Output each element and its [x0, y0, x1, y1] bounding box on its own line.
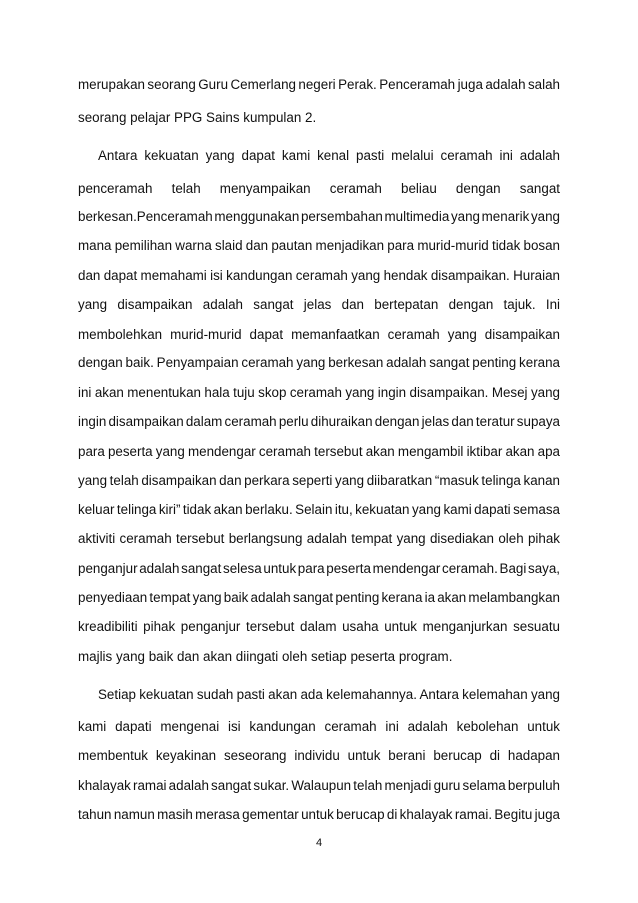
- text-line: merupakan seorang Guru Cemerlang negeri Perak. Penceramah juga adalah salah: [78, 77, 560, 92]
- text-line: kreadibiliti pihak penganjur tersebut dalam usaha untuk menganjurkan sesuatu: [78, 619, 560, 634]
- text-line: khalayak ramai adalah sangat sukar. Walaupun telah menjadi guru selama berpuluh: [78, 778, 560, 793]
- text-line: berkesan.Penceramah menggunakan persembahan multimedia yang menarik yang: [78, 209, 560, 224]
- text-line: kami dapati mengenai isi kandungan ceramah ini adalah kebolehan untuk: [78, 719, 560, 734]
- text-line: para peserta yang mendengar ceramah tersebut akan mengambil iktibar akan apa: [78, 444, 560, 459]
- text-line: Antara kekuatan yang dapat kami kenal pasti melalui ceramah ini adalah: [98, 148, 560, 163]
- text-line: membolehkan murid-murid dapat memanfaatkan ceramah yang disampaikan: [78, 327, 560, 342]
- text-line: seorang pelajar PPG Sains kumpulan 2.: [78, 110, 317, 125]
- text-line: membentuk keyakinan seseorang individu untuk berani berucap di hadapan: [78, 748, 560, 763]
- text-line: Setiap kekuatan sudah pasti akan ada kelemahannya. Antara kelemahan yang: [98, 687, 560, 702]
- text-line: ingin disampaikan dalam ceramah perlu dihuraikan dengan jelas dan teratur supaya: [78, 414, 560, 429]
- page-number: 4: [315, 837, 323, 849]
- text-line: yang telah disampaikan dan perkara seperti yang diibaratkan “masuk telinga kanan: [78, 473, 560, 488]
- text-line: penyediaan tempat yang baik adalah sangat penting kerana ia akan melambangkan: [78, 590, 560, 605]
- text-line: penganjur adalah sangat selesa untuk para peserta mendengar ceramah. Bagi saya,: [78, 561, 560, 576]
- text-line: penceramah telah menyampaikan ceramah beliau dengan sangat: [78, 181, 560, 196]
- text-line: keluar telinga kiri” tidak akan berlaku. Selain itu, kekuatan yang kami dapati semasa: [78, 502, 560, 517]
- text-line: dengan baik. Penyampaian ceramah yang berkesan adalah sangat penting kerana: [78, 355, 560, 370]
- text-line: yang disampaikan adalah sangat jelas dan bertepatan dengan tajuk. Ini: [78, 297, 560, 312]
- text-line: aktiviti ceramah tersebut berlangsung adalah tempat yang disediakan oleh pihak: [78, 531, 560, 546]
- text-line: mana pemilihan warna slaid dan pautan menjadikan para murid-murid tidak bosan: [78, 238, 560, 253]
- text-line: dan dapat memahami isi kandungan ceramah yang hendak disampaikan. Huraian: [78, 268, 560, 283]
- text-line: majlis yang baik dan akan diingati oleh setiap peserta program.: [78, 649, 453, 664]
- text-line: ini akan menentukan hala tuju skop ceramah yang ingin disampaikan. Mesej yang: [78, 385, 560, 400]
- text-line: tahun namun masih merasa gementar untuk berucap di khalayak ramai. Begitu juga: [78, 807, 560, 822]
